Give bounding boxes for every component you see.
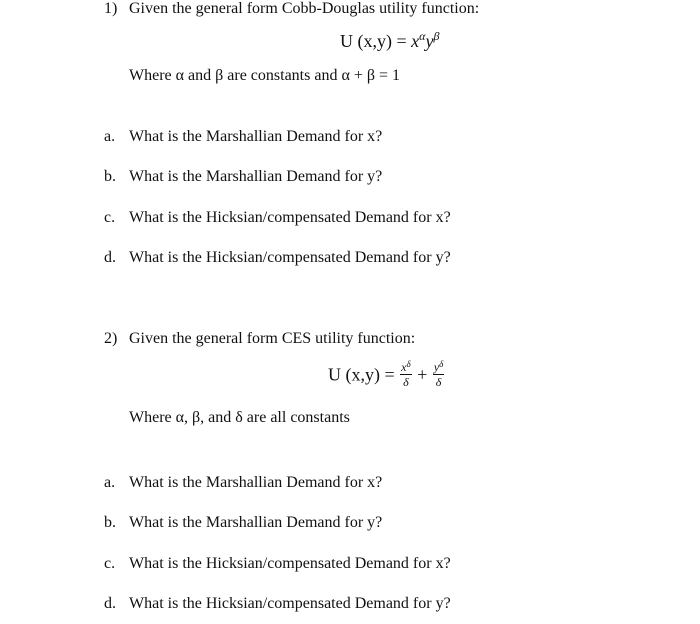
question-2-condition: Where α, β, and δ are all constants bbox=[129, 409, 350, 426]
ces-frac-x-var: x bbox=[401, 360, 407, 374]
question-1-condition: Where α and β are constants and α + β = 1 bbox=[129, 67, 401, 84]
formula-beta-exponent: β bbox=[433, 29, 440, 43]
q2-part-b-text: What is the Marshallian Demand for y? bbox=[129, 514, 383, 531]
ces-formula-lhs: U (x,y) = bbox=[328, 364, 395, 385]
question-2-number: 2) bbox=[104, 330, 118, 347]
formula-y: y bbox=[425, 31, 434, 51]
cobb-douglas-formula bbox=[340, 29, 440, 51]
ces-formula bbox=[328, 361, 445, 388]
q1-part-a-text: What is the Marshallian Demand for x? bbox=[129, 128, 383, 145]
question-2-prompt: Given the general form CES utility function: bbox=[129, 330, 416, 347]
q2-part-c-letter: c. bbox=[104, 555, 116, 572]
question-1-number: 1) bbox=[104, 0, 118, 17]
ces-frac-y-var: y bbox=[433, 360, 440, 374]
q2-part-b-letter: b. bbox=[104, 514, 116, 531]
formula-lhs: U (x,y) = bbox=[340, 31, 407, 51]
q2-part-d-text: What is the Hicksian/compensated Demand for y? bbox=[129, 595, 451, 612]
q2-part-a-text: What is the Marshallian Demand for x? bbox=[129, 474, 383, 491]
ces-plus-sign: + bbox=[417, 364, 428, 385]
q1-part-c-text: What is the Hicksian/compensated Demand for x? bbox=[129, 209, 451, 226]
q1-part-a-letter: a. bbox=[104, 128, 116, 145]
ces-frac-x-exponent: δ bbox=[406, 359, 411, 369]
ces-frac-y-denominator: δ bbox=[435, 375, 442, 389]
formula-x: x bbox=[411, 31, 420, 51]
q1-part-b-text: What is the Marshallian Demand for y? bbox=[129, 168, 383, 185]
q1-part-d-text: What is the Hicksian/compensated Demand for y? bbox=[129, 249, 451, 266]
q1-part-b-letter: b. bbox=[104, 168, 116, 185]
q2-part-c-text: What is the Hicksian/compensated Demand for x? bbox=[129, 555, 451, 572]
q2-part-a-letter: a. bbox=[104, 474, 116, 491]
ces-fraction-x bbox=[400, 361, 412, 388]
question-1-prompt: Given the general form Cobb-Douglas utility function: bbox=[129, 0, 480, 17]
ces-fraction-y bbox=[433, 361, 445, 388]
q2-part-d-letter: d. bbox=[104, 595, 116, 612]
q1-part-d-letter: d. bbox=[104, 249, 116, 266]
formula-alpha-exponent: α bbox=[419, 29, 426, 43]
q1-part-c-letter: c. bbox=[104, 209, 116, 226]
ces-frac-x-denominator: δ bbox=[403, 375, 409, 389]
ces-frac-y-exponent: δ bbox=[439, 359, 444, 369]
